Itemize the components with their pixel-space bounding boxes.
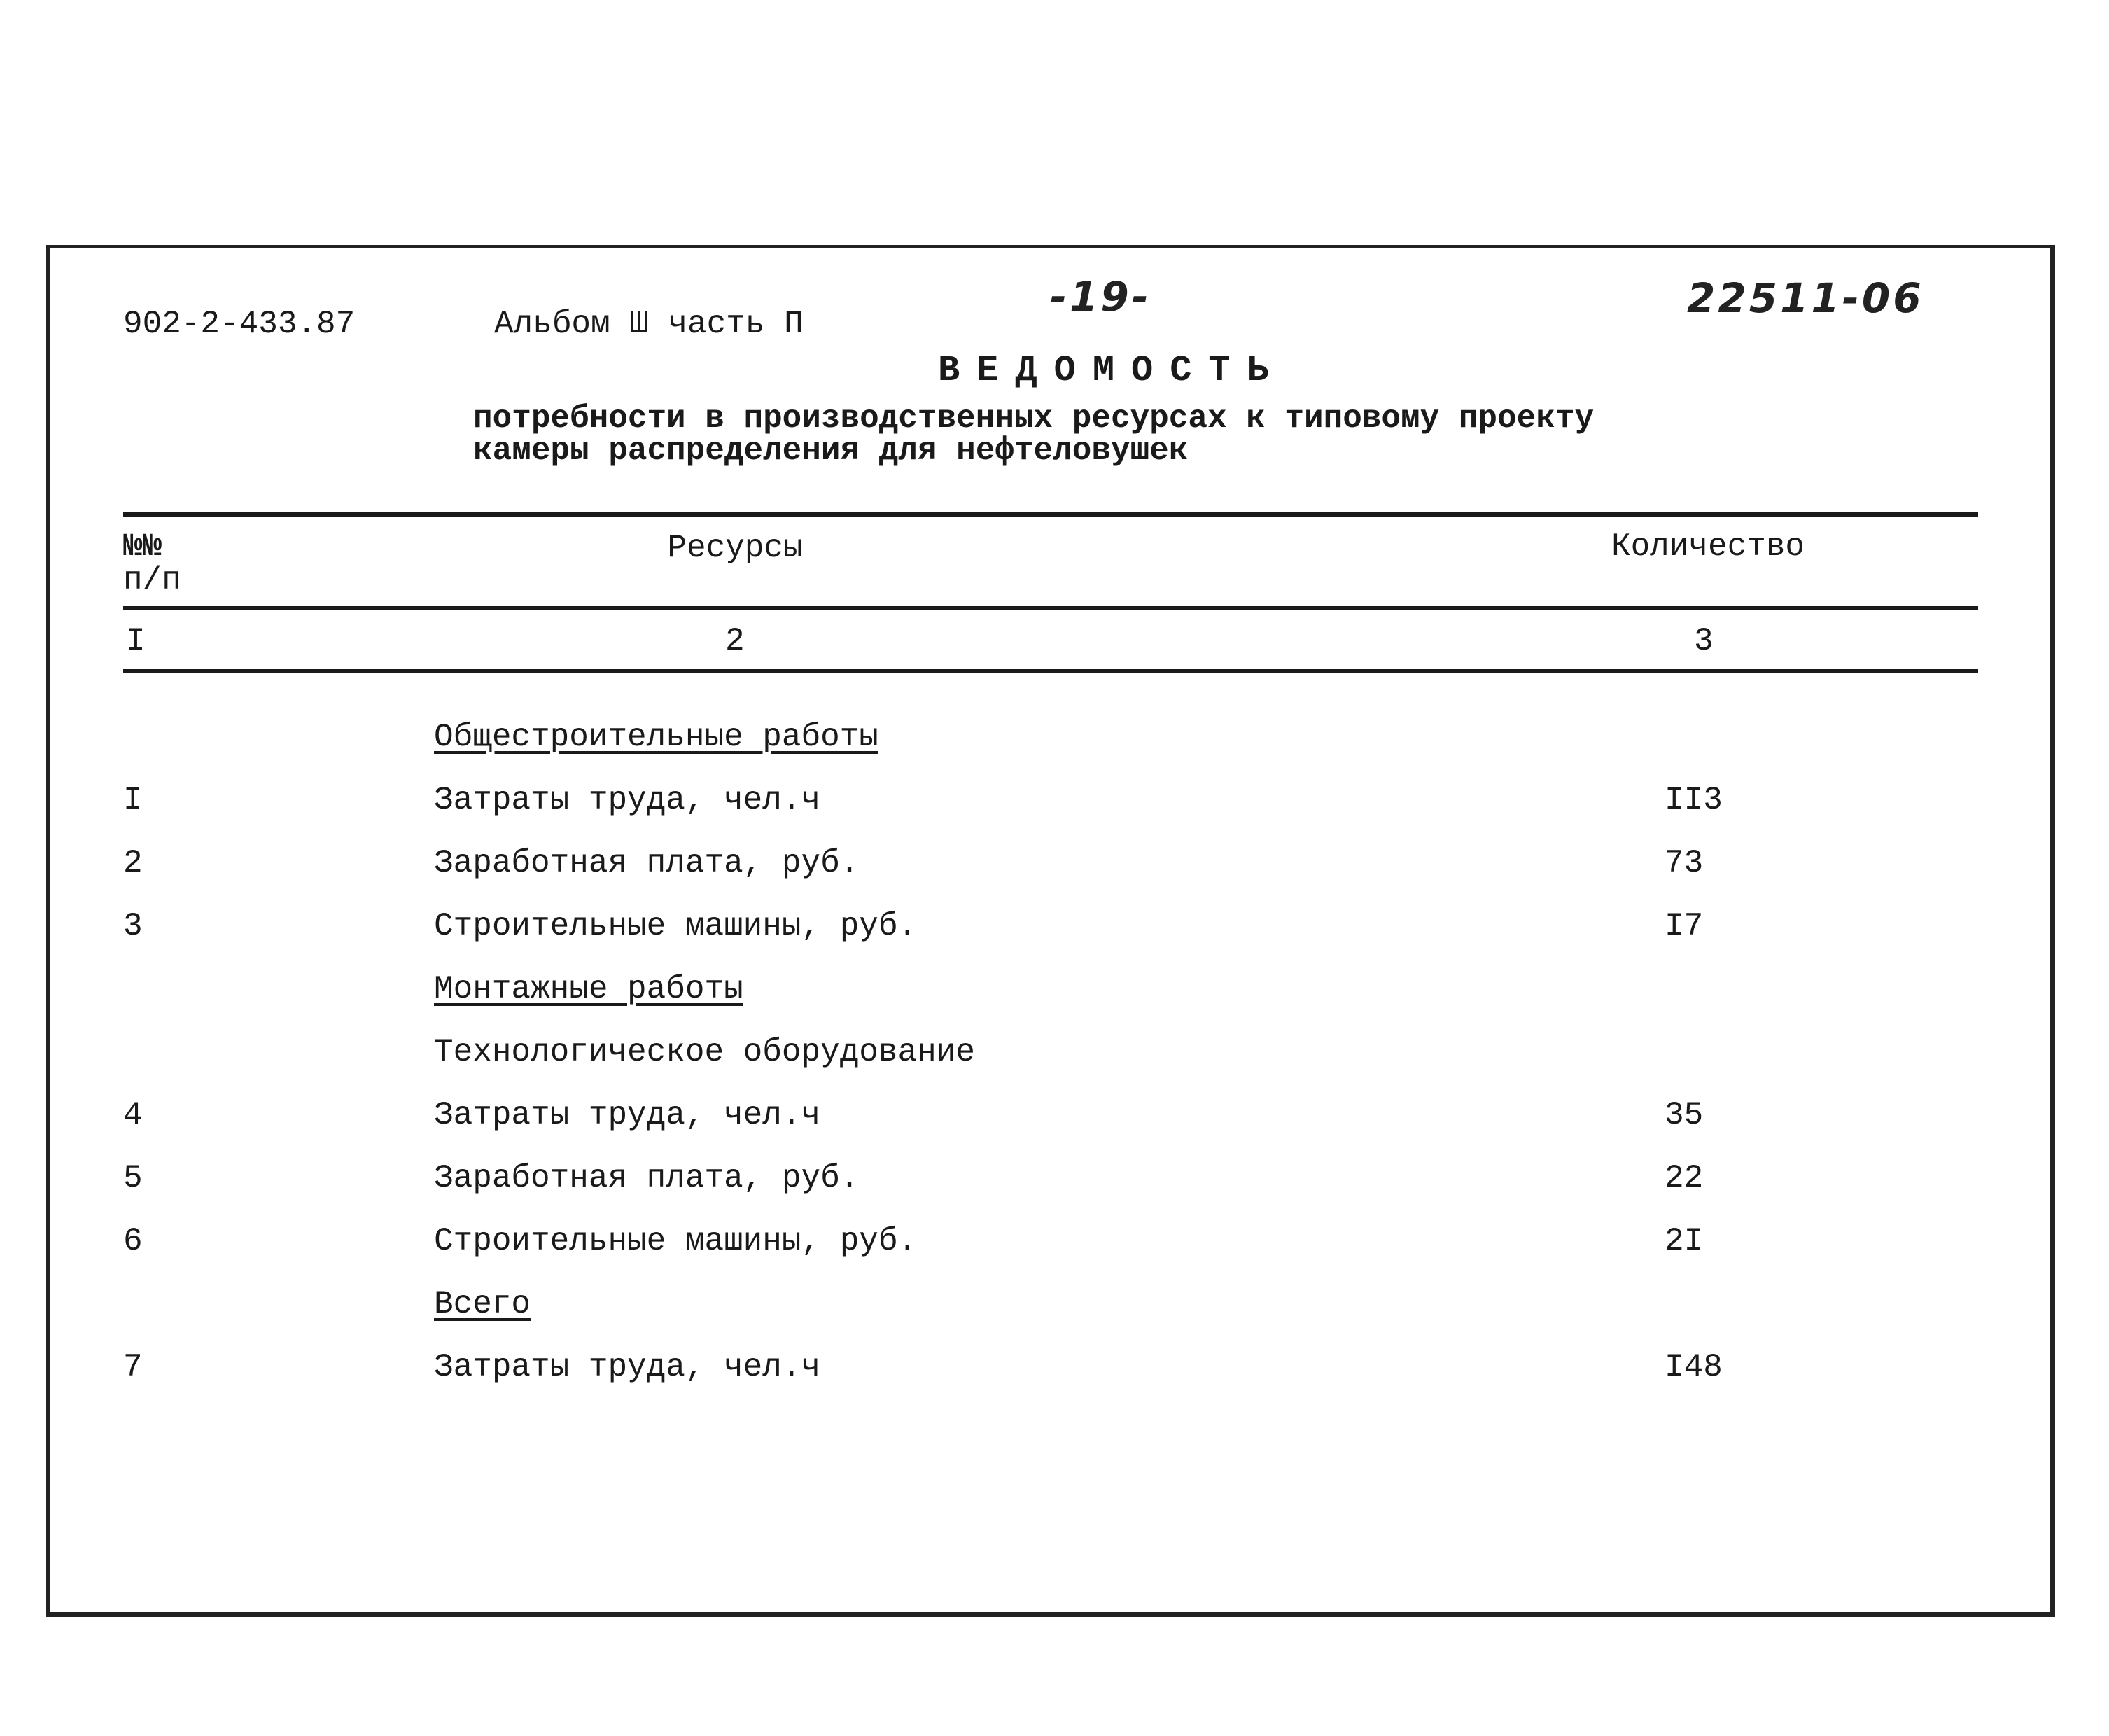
- row-number: 2: [123, 845, 143, 881]
- table-row: [0, 1288, 2109, 1330]
- row-quantity: 2I: [1665, 1223, 1704, 1259]
- table-row: [0, 784, 2109, 826]
- section-heading: Монтажные работы: [434, 971, 743, 1007]
- header-num-line2: п/п: [123, 562, 181, 598]
- row-number: 7: [123, 1349, 143, 1385]
- column-number-2: 2: [725, 623, 745, 659]
- table-row: [0, 1036, 2109, 1078]
- row-quantity: I7: [1665, 908, 1704, 944]
- section-heading: Всего: [434, 1286, 531, 1322]
- row-quantity: II3: [1665, 782, 1723, 818]
- row-resource: Затраты труда, чел.ч: [434, 782, 821, 818]
- row-number: 6: [123, 1223, 143, 1259]
- album-label: Альбом Ш часть П: [494, 306, 804, 342]
- row-quantity: 22: [1665, 1160, 1704, 1196]
- row-resource: Затраты труда, чел.ч: [434, 1097, 821, 1133]
- table-header-rule: [123, 606, 1978, 610]
- row-resource: Затраты труда, чел.ч: [434, 1349, 821, 1385]
- row-resource: Технологическое оборудование: [434, 1034, 975, 1070]
- subtitle-line-1: потребности в производственных ресурсах к типовому проекту: [473, 400, 1595, 437]
- row-number: 4: [123, 1097, 143, 1133]
- table-row: [0, 847, 2109, 889]
- table-row: [0, 721, 2109, 763]
- table-row: [0, 1225, 2109, 1267]
- row-number: I: [123, 782, 143, 818]
- table-row: [0, 973, 2109, 1015]
- header-num-line1: №№: [123, 528, 162, 565]
- section-heading: Общестроительные работы: [434, 719, 878, 755]
- column-number-3: 3: [1694, 623, 1714, 659]
- subtitle-line-2: камеры распределения для нефтеловушек: [473, 433, 1189, 469]
- column-number-1: I: [126, 623, 146, 659]
- table-row: [0, 910, 2109, 952]
- row-resource: Заработная плата, руб.: [434, 1160, 860, 1196]
- page-number: -19-: [1050, 273, 1151, 321]
- document-code: 902-2-433.87: [123, 306, 356, 342]
- document-title: ВЕДОМОСТЬ: [938, 350, 1286, 391]
- inventory-number: 22511-06: [1687, 274, 1924, 322]
- header-quantity: Количество: [1611, 528, 1805, 565]
- table-row: [0, 1099, 2109, 1141]
- row-quantity: 73: [1665, 845, 1704, 881]
- row-resource: Строительные машины, руб.: [434, 908, 918, 944]
- row-number: 3: [123, 908, 143, 944]
- table-numbers-rule: [123, 669, 1978, 673]
- table-row: [0, 1351, 2109, 1393]
- table-row: [0, 1162, 2109, 1204]
- row-quantity: I48: [1665, 1349, 1723, 1385]
- row-resource: Заработная плата, руб.: [434, 845, 860, 881]
- table-top-rule: [123, 512, 1978, 517]
- row-quantity: 35: [1665, 1097, 1704, 1133]
- row-resource: Строительные машины, руб.: [434, 1223, 918, 1259]
- header-resources: Ресурсы: [667, 530, 803, 566]
- row-number: 5: [123, 1160, 143, 1196]
